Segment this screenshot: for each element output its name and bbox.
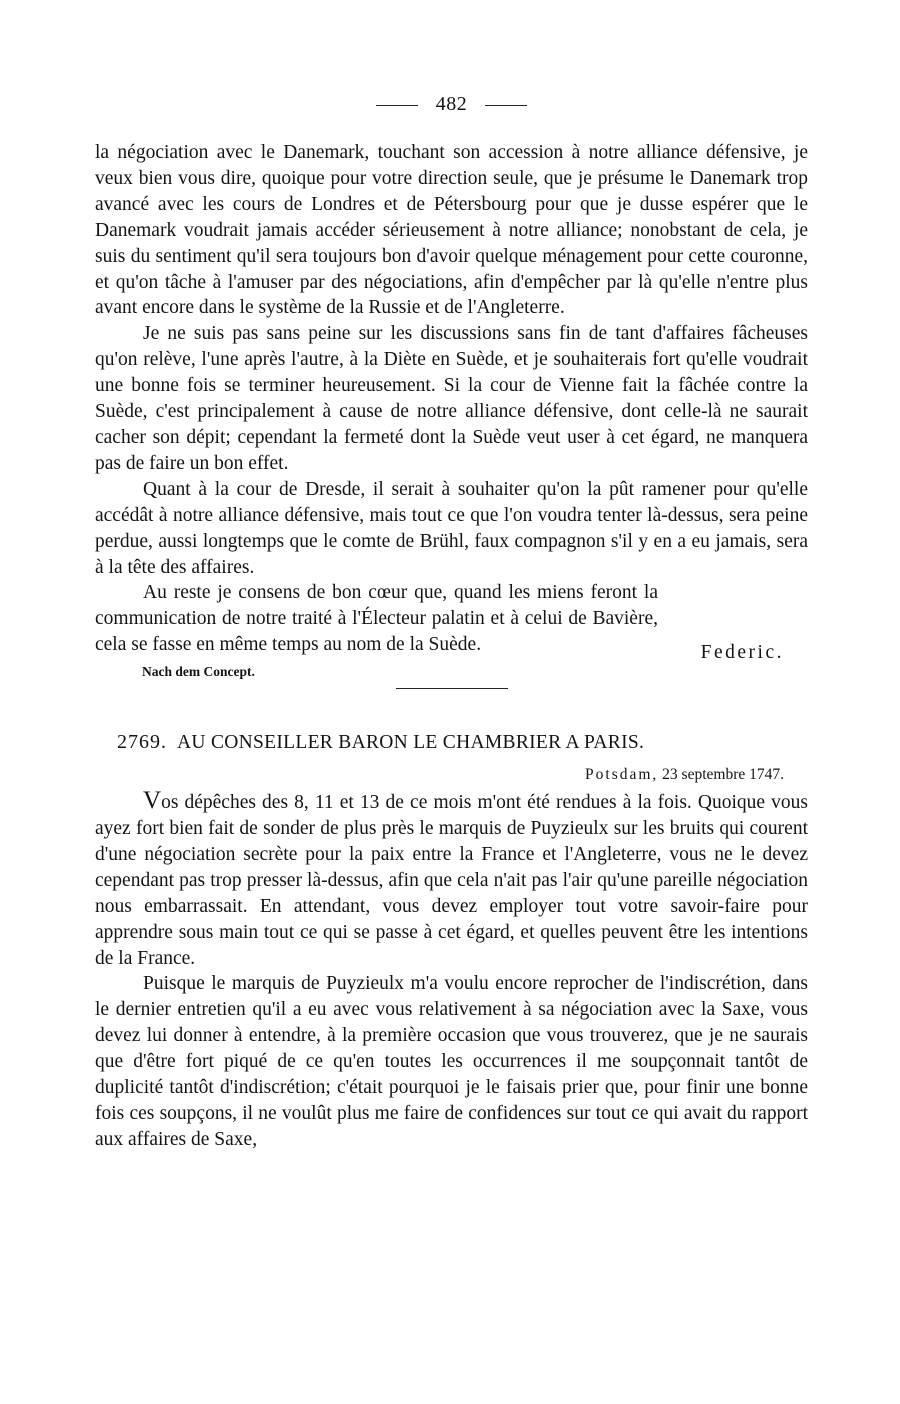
dateline — [95, 764, 784, 786]
page-number: 482 — [435, 93, 468, 115]
document-page — [95, 92, 808, 1153]
signature: Federic. — [700, 642, 784, 664]
paragraph — [95, 788, 808, 971]
header-dash-right — [485, 105, 527, 106]
letter-heading — [117, 729, 808, 756]
paragraph: Je ne suis pas sans peine sur les discussions sans fin de tant d'affaires fâcheuses qu'on relève, l'une après l'autre, à la Diète en Suède, et je souhaiterais fort qu'elle voudrait une bonne fois se terminer heureusement. Si la cour de Vienne fait la fâchée contre la Suède, c'est principalement à cause de notre alliance défensive, dont celle-là ne saurait cacher son dépit; cependant la fermeté dont la Suède veut user à cet égard, ne manquera pas de faire un bon effet. — [95, 323, 808, 474]
dateline-date: 23 septembre 1747. — [662, 766, 784, 784]
paragraph: Puisque le marquis de Puyzieulx m'a voulu encore reprocher de l'indiscrétion, dans le dernier entretien qu'il a eu avec vous relativement à sa négociation avec la Saxe, vous devez lui donner à entendre, à la première occasion que vous trouverez, que je ne saurais que d'être fort piqué de ce qu'en toutes les occurrences il me soupçonnait tantôt de duplicité tantôt d'indiscrétion; c'était pourquoi je le faisais prier que, pour finir une bonne fois ces soupçons, il ne voulût plus me faire de confidences sur tout ce qui avait du rapport aux affaires de Saxe, — [95, 973, 808, 1150]
paragraph: Au reste je consens de bon cœur que, quand les miens feront la communication de notre traité à l'Électeur palatin et à celui de Bavière, cela se fasse en même temps au nom de la Suède. — [95, 582, 658, 656]
paragraph: la négociation avec le Danemark, touchant son accession à notre alliance défensive, je veux bien vous dire, quoique pour votre direction seule, que je présume le Danemark trop avancé avec les cours de Londres et de Pétersbourg pour que je dusse espérer que le Danemark voudrait jamais accéder sérieusement à notre alliance; nonobstant de cela, je suis du sentiment qu'il sera toujours bon d'avoir quelque ménagement pour cette couronne, et qu'on tâche à l'amuser par des négociations, afin d'empêcher par là qu'elle n'entre plus avant encore dans le système de la Russie et de l'Angleterre. — [95, 142, 808, 319]
source-note: Nach dem Concept. — [142, 664, 255, 680]
page-header — [95, 92, 808, 116]
closing-block — [95, 580, 808, 664]
paragraph: Quant à la cour de Dresde, il serait à souhaiter qu'on la pût ramener pour qu'elle accédât à notre alliance défensive, mais tout ce que l'on voudra tenter là-dessus, sera peine perdue, aussi longtemps que le comte de Brühl, faux compagnon s'il y en a eu jamais, sera à la tête des affaires. — [95, 478, 808, 578]
paragraph-text: os dépêches des 8, 11 et 13 de ce mois m'ont été rendues à la fois. Quoique vous ayez fort bien fait de sonder de plus près le marquis de Puyzieulx sur les bruits qui courent d'une négociation secrète pour la paix entre la France et l'Angleterre, vous ne le devez cependant pas trop presser là-dessus, afin que cela n'ait pas l'air qu'une pareille négociation nous embarrassait. En attendant, vous devez employer tout votre savoir-faire pour apprendre sous main tout ce qui se passe à cet égard, et quelles peuvent être les intentions de la France. — [95, 792, 808, 969]
letter-title: AU CONSEILLER BARON LE CHAMBRIER A PARIS. — [177, 732, 645, 754]
section-divider — [396, 688, 508, 689]
letter-number: 2769. — [117, 731, 167, 754]
header-dash-left — [376, 105, 418, 106]
initial-letter: V — [143, 787, 162, 815]
letter-body — [95, 788, 808, 1153]
letter-continuation — [95, 140, 808, 689]
dateline-place: Potsdam, — [585, 766, 659, 784]
